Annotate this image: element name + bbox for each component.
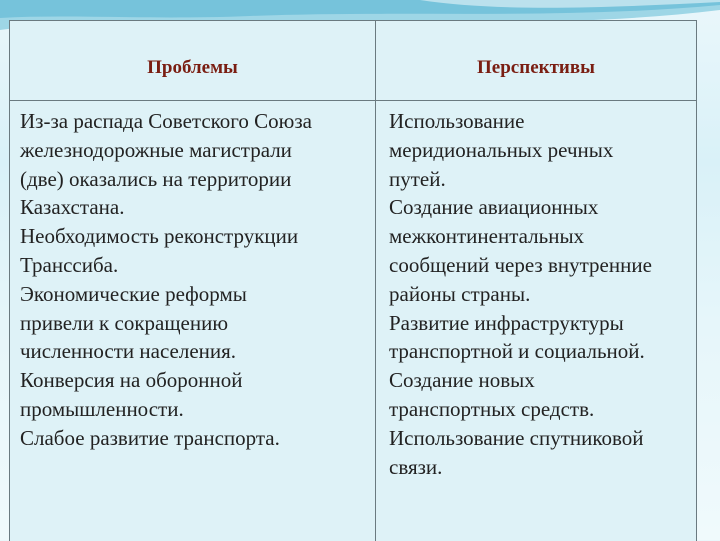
table-header-row [10,21,696,101]
prospects-cell [389,107,694,481]
problems-line: Конверсия на оборонной [20,368,243,393]
problems-line: Необходимость реконструкции [20,224,299,249]
prospects-line: транспортной и социальной. [389,339,645,364]
column-divider [375,21,376,541]
header-problems: Проблемы [147,57,238,78]
problems-cell [20,107,370,453]
prospects-line: связи. [389,454,443,479]
prospects-line: межконтинентальных [389,224,585,249]
problems-line: привели к сокращению [20,310,229,335]
problems-line: Экономические реформы [20,281,247,306]
prospects-line: транспортных средств. [389,396,595,421]
prospects-line: Использование [389,109,525,133]
problems-line: Транссиба. [20,252,119,277]
problems-line: железнодорожные магистрали [20,137,292,162]
prospects-line: путей. [389,166,446,191]
comparison-table [9,20,697,541]
problems-line: Казахстана. [20,195,125,220]
header-prospects: Перспективы [477,57,595,78]
prospects-line: районы страны. [389,281,531,306]
problems-line: Слабое развитие транспорта. [20,425,280,450]
prospects-line: Создание новых [389,368,535,393]
problems-line: промышленности. [20,396,184,421]
prospects-line: Развитие инфраструктуры [389,310,624,335]
prospects-line: сообщений через внутренние [389,252,652,277]
prospects-line: Использование спутниковой [389,425,644,450]
prospects-line: Создание авиационных [389,195,599,220]
prospects-line: меридиональных речных [389,137,614,162]
problems-line: (две) оказались на территории [20,166,292,191]
problems-line: Из-за распада Советского Союза [20,109,312,133]
problems-line: численности населения. [20,339,237,364]
